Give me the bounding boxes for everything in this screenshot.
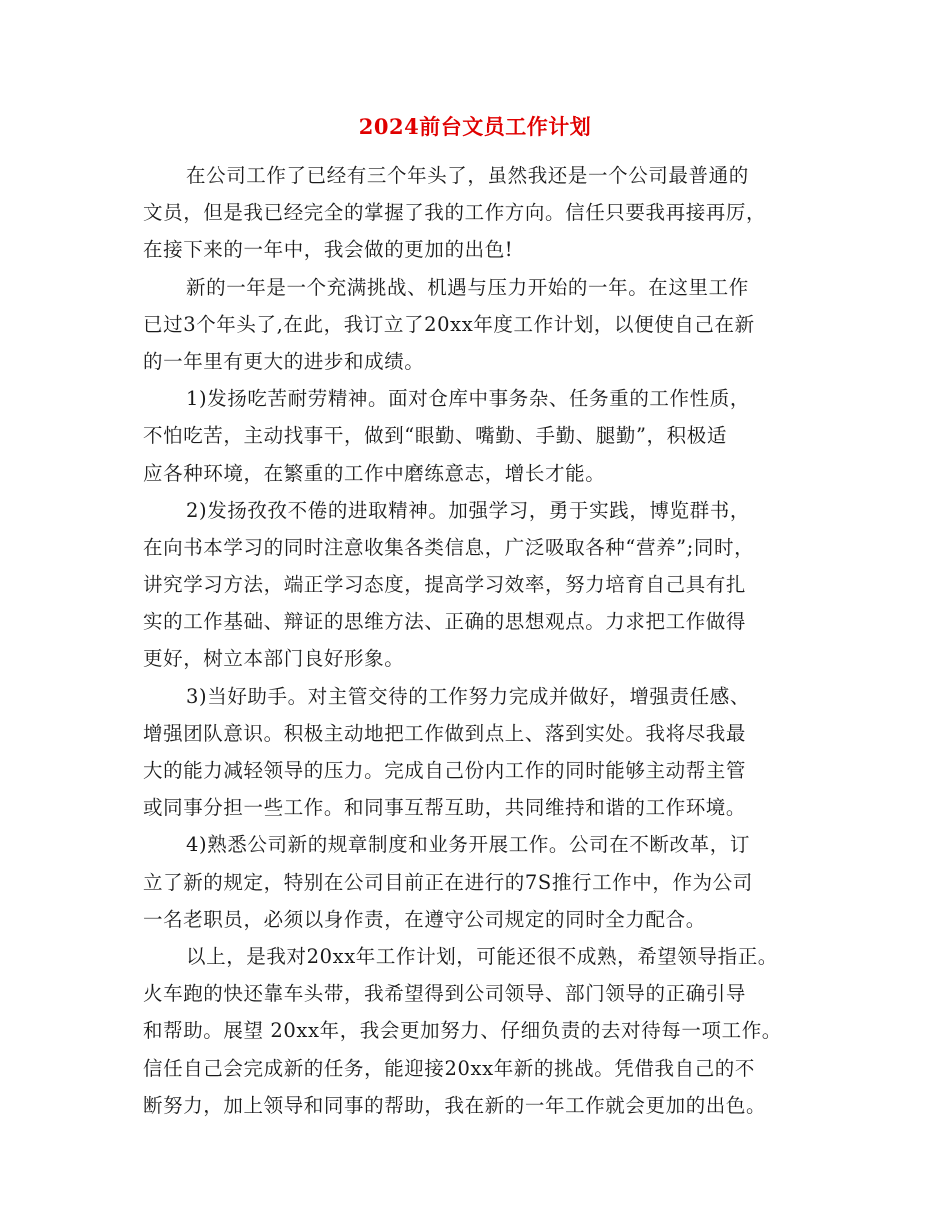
- document-body: [143, 157, 813, 1124]
- text-line: 和帮助。展望 20xx年，我会更加努力、仔细负责的去对待每一项工作。: [143, 1019, 782, 1043]
- text-line: 新的一年是一个充满挑战、机遇与压力开始的一年。在这里工作: [186, 275, 749, 299]
- text-line: 不怕吃苦，主动找事干，做到“眼勤、嘴勤、手勤、腿勤”，积极适: [143, 424, 727, 448]
- text-line: 信任自己会完成新的任务，能迎接20xx年新的挑战。凭借我自己的不: [143, 1056, 756, 1080]
- text-line: 以上，是我对20xx年工作计划，可能还很不成熟，希望领导指正。: [186, 944, 778, 968]
- text-line: 一名老职员，必须以身作责，在遵守公司规定的同时全力配合。: [143, 907, 706, 931]
- document-title: 2024前台文员工作计划: [358, 114, 592, 139]
- text-line: 在接下来的一年中，我会做的更加的出色!: [143, 238, 514, 262]
- text-line: 断努力，加上领导和同事的帮助，我在新的一年工作就会更加的出色。: [143, 1093, 767, 1117]
- text-line: 1)发扬吃苦耐劳精神。面对仓库中事务杂、任务重的工作性质，: [186, 387, 750, 411]
- text-line: 4)熟悉公司新的规章制度和业务开展工作。公司在不断改革，订: [186, 833, 750, 857]
- text-line: 的一年里有更大的进步和成绩。: [143, 349, 425, 373]
- text-line: 增强团队意识。积极主动地把工作做到点上、落到实处。我将尽我最: [143, 721, 747, 745]
- text-line: 大的能力减轻领导的压力。完成自己份内工作的同时能够主动帮主管: [143, 759, 747, 782]
- text-line: 应各种环境，在繁重的工作中磨练意志，增长才能。: [143, 461, 606, 485]
- text-line: 文员，但是我已经完全的掌握了我的工作方向。信任只要我再接再厉，: [143, 201, 767, 225]
- text-line: 讲究学习方法，端正学习态度，提高学习效率，努力培育自己具有扎: [143, 573, 747, 597]
- text-line: 在公司工作了已经有三个年头了，虽然我还是一个公司最普通的: [186, 164, 749, 187]
- text-line: 立了新的规定，特别在公司目前正在进行的7S推行工作中，作为公司: [143, 870, 753, 894]
- text-line: 或同事分担一些工作。和同事互帮互助，共同维持和谐的工作环境。: [143, 796, 747, 820]
- text-line: 在向书本学习的同时注意收集各类信息，广泛吸取各种“营养”;同时，: [143, 535, 755, 559]
- text-line: 更好，树立本部门良好形象。: [143, 647, 405, 671]
- text-line: 3)当好助手。对主管交待的工作努力完成并做好，增强责任感、: [186, 684, 750, 708]
- text-line: 已过3个年头了,在此，我订立了20xx年度工作计划，以便使自己在新: [143, 312, 755, 336]
- text-line: 火车跑的快还靠车头带，我希望得到公司领导、部门领导的正确引导: [143, 982, 747, 1006]
- text-line: 实的工作基础、辩证的思维方法、正确的思想观点。力求把工作做得: [143, 610, 747, 634]
- text-line: 2)发扬孜孜不倦的进取精神。加强学习，勇于实践，博览群书，: [186, 498, 750, 522]
